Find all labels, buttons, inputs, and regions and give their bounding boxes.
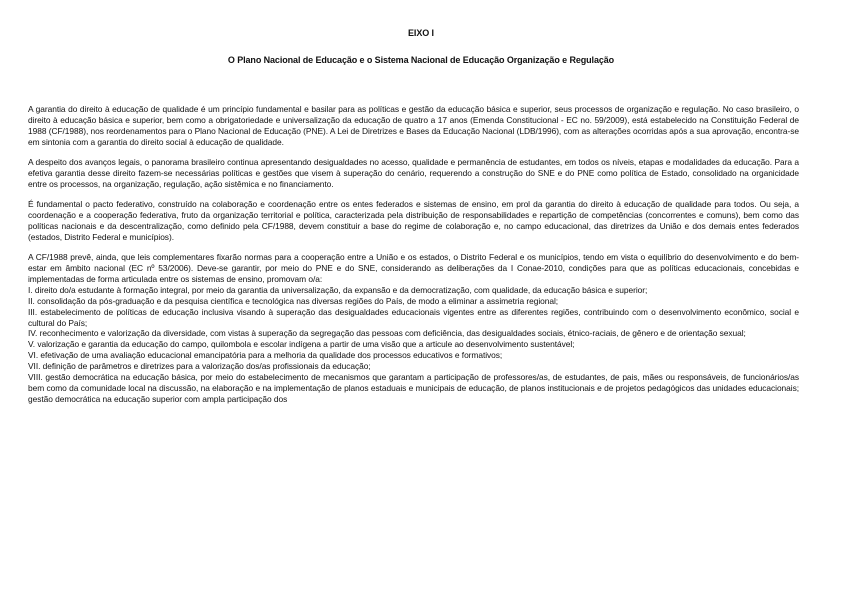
list-item: VII. definição de parâmetros e diretrizes para a valorização dos/as profissionais da educação; (28, 361, 371, 372)
list-item: IV. reconhecimento e valorização da diversidade, com vistas à superação da segregação das pessoas com deficiência, das desigualdades sociais, étnico-raciais, de gênero e de orientação sexual; (28, 328, 746, 339)
body-paragraph: A CF/1988 prevê, ainda, que leis complementares fixarão normas para a cooperação entre a União e os estados, o Distrito Federal e os municípios, tendo em vista o equilíbrio do desenvolvimento e do bem-estar em âmbito nacional (EC nº 53/2006). Deve-se garantir, por meio do PNE e do SNE, considerando as deliberações da I Conae-2010, condições para que as políticas educacionais, concebidas e implementadas de forma articulada entre os sistemas de ensino, promovam o/a: (28, 252, 799, 284)
body-paragraph: É fundamental o pacto federativo, construído na colaboração e coordenação entre os entes federados e sistemas de ensino, em prol da garantia do direito à educação de qualidade para todos. Ou seja, a coordenação e a cooperação federativa, fruto da organização territorial e política, caracterizada pela distribuição de responsabilidades e repartição de competências (concorrentes e comuns), bem como das políticas nacionais e da descentralização, como definido pela CF/1988, devem constituir a base do regime de colaboração e, no campo educacional, das diretrizes da União e dos demais entes federados (estados, Distrito Federal e municípios). (28, 199, 799, 242)
body-paragraph: A garantia do direito à educação de qualidade é um princípio fundamental e basilar para as políticas e gestão da educação básica e superior, seus processos de organização e regulação. No caso brasileiro, o direito à educação básica e superior, bem como a obrigatoriedade e universalização da educação de quatro a 17 anos (Emenda Constitucional - EC no. 59/2009), está estabelecido na Constituição Federal de 1988 (CF/1988), nos reordenamentos para o Plano Nacional de Educação (PNE). A Lei de Diretrizes e Bases da Educação Nacional (LDB/1996), com as alterações ocorridas após a sua aprovação, encontra-se em sintonia com a garantia do direito social à educação de qualidade. (28, 104, 799, 147)
list-item: VIII. gestão democrática na educação básica, por meio do estabelecimento de mecanismos que garantam a participação de professores/as, de estudantes, de pais, mães ou responsáveis, de funcionários/as bem como da comunidade local na discussão, na elaboração e na implementação de planos estaduais e municipais de educação, de planos institucionais e de projetos pedagógicos das unidades educacionais; gestão democrática na educação superior com ampla participação dos (28, 372, 799, 404)
list-item: III. estabelecimento de políticas de educação inclusiva visando à superação das desigualdades educacionais vigentes entre as diferentes regiões, contribuindo com o desenvolvimento econômico, social e cultural do País; (28, 306, 799, 328)
list-item: V. valorização e garantia da educação do campo, quilombola e escolar indígena a partir de uma visão que a articule ao desenvolvimento sustentável; (28, 339, 575, 350)
body-paragraph: A despeito dos avanços legais, o panorama brasileiro continua apresentando desigualdades no acesso, qualidade e permanência de estudantes, em todos os níveis, etapas e modalidades da educação. Para a efetiva garantia desse direito fazem-se necessárias políticas e gestões que visem à superação do cenário, requerendo a construção do SNE e do PNE como política de Estado, consolidado na organicidade entre os processos, na organização, regulação, ação sistêmica e no financiamento. (28, 157, 799, 189)
objectives-list (28, 285, 799, 405)
document-body (28, 104, 799, 405)
page-heading: EIXO I (408, 28, 434, 38)
list-item: II. consolidação da pós-graduação e da pesquisa científica e tecnológica nas diversas regiões do País, de modo a eliminar a assimetria regional; (28, 295, 559, 306)
page-subheading: O Plano Nacional de Educação e o Sistema Nacional de Educação Organização e Regulação (227, 55, 615, 65)
list-item: I. direito do/a estudante à formação integral, por meio da garantia da universalização, da expansão e da democratização, com qualidade, da educação básica e superior; (28, 284, 648, 295)
list-item: VI. efetivação de uma avaliação educacional emancipatória para a melhoria da qualidade dos processos educativos e formativos; (28, 350, 503, 361)
